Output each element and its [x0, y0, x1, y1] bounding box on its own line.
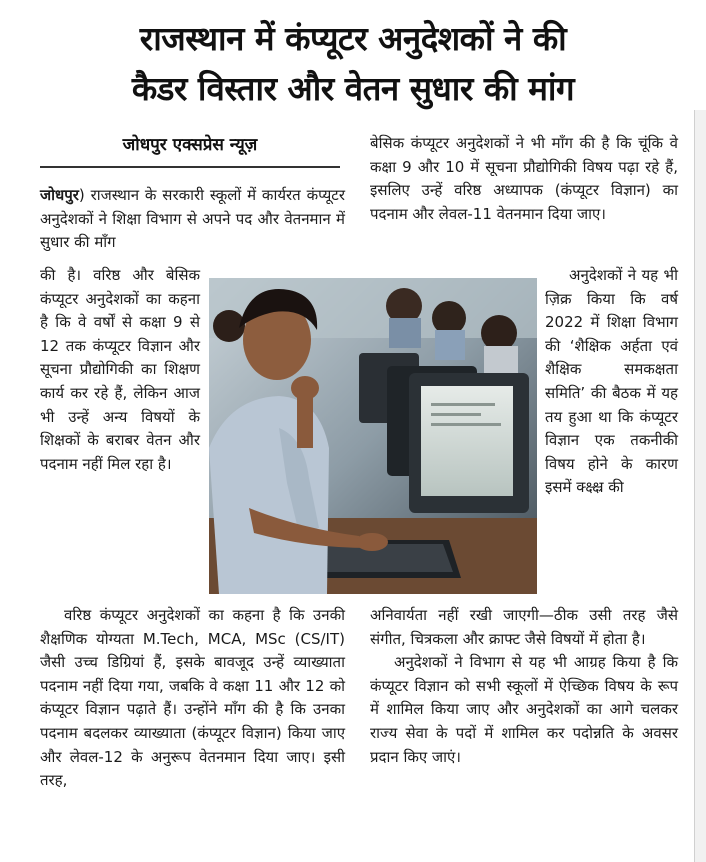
article-right-top	[370, 132, 678, 226]
right-bottom-paragraph-1: अनिवार्यता नहीं रखी जाएगी—ठीक उसी तरह जैसे संगीत, चित्रकला और क्राफ्ट जैसे विषयों में होता है।	[370, 606, 678, 648]
adjacent-page-edge	[694, 110, 706, 862]
headline-line-1: राजस्थान में कंप्यूटर अनुदेशकों ने की	[139, 19, 567, 58]
byline: जोधपुर एक्सप्रेस न्यूज़	[122, 135, 258, 155]
dateline: जोधपुर	[40, 186, 79, 204]
article-left-wrap-text	[40, 264, 200, 476]
headline-line-2: कैडर विस्तार और वेतन सुधार की मांग	[131, 69, 575, 108]
classroom-illustration	[209, 278, 537, 594]
left-wrap-paragraph: की है। वरिष्ठ और बेसिक कंप्यूटर अनुदेशकों का कहना है कि वे वर्षों से कक्षा 9 से 12 तक कंप्यूटर विज्ञान और सूचना प्रौद्योगिकी का शिक्षण कार्य कर रहे हैं, लेकिन आज भी उन्हें अन्य विषयों के शिक्षकों के बराबर वेतन और पदनाम नहीं मिल रहा है।	[40, 266, 200, 473]
article-intro	[40, 184, 345, 255]
article-right-wrap-text	[545, 264, 678, 500]
left-bottom-paragraph: वरिष्ठ कंप्यूटर अनुदेशकों का कहना है कि उनकी शैक्षणिक योग्यता M.Tech, MCA, MSc (CS/IT) जैसी उच्च डिग्रियां हैं, इसके बावजूद उन्हें व्याख्याता पदनाम नहीं दिया गया, जबकि वे कक्षा 11 और 12 को कंप्यूटर विज्ञान पढ़ाते हैं। उन्होंने माँग की है कि उनका पदनाम बदलकर व्याख्याता (कंप्यूटर विज्ञान) किया जाए और लेवल-12 के अनुरूप वेतनमान दिया जाए। इसी तरह,	[40, 606, 345, 790]
right-top-paragraph: बेसिक कंप्यूटर अनुदेशकों ने भी माँग की है कि चूंकि वे कक्षा 9 और 10 में सूचना प्रौद्योगिकी विषय पढ़ा रहे हैं, इसलिए उन्हें वरिष्ठ अध्यापक (कंप्यूटर विज्ञान) का पदनाम और लेवल-11 वेतनमान दिया जाए।	[370, 134, 678, 223]
right-wrap-paragraph: अनुदेशकों ने यह भी ज़िक्र किया कि वर्ष 2022 में शिक्षा विभाग की ‘शैक्षिक अर्हता एवं शैक्षिक समकक्षता समिति’ की बैठक में यह तय हुआ था कि कंप्यूटर विज्ञान एक तकनीकी विषय होने के कारण इसमें क्क्ष्क्ष्र की	[545, 266, 678, 497]
headline	[0, 14, 706, 114]
article-right-bottom	[370, 604, 678, 769]
article-left-bottom	[40, 604, 345, 793]
byline-divider	[40, 166, 340, 168]
intro-text: ) राजस्थान के सरकारी स्कूलों में कार्यरत कंप्यूटर अनुदेशकों ने शिक्षा विभाग से अपने पद और वेतनमान में सुधार की माँग	[40, 186, 345, 252]
classroom-photo	[209, 278, 537, 594]
right-bottom-paragraph-2: अनुदेशकों ने विभाग से यह भी आग्रह किया है कि कंप्यूटर विज्ञान को सभी स्कूलों में ऐच्छिक विषय के रूप में शामिल किया जाए और अनुदेशकों का आगे चलकर राज्य सेवा के पदों में शामिल कर पदोन्नति के अवसर प्रदान किए जाएं।	[370, 653, 678, 766]
